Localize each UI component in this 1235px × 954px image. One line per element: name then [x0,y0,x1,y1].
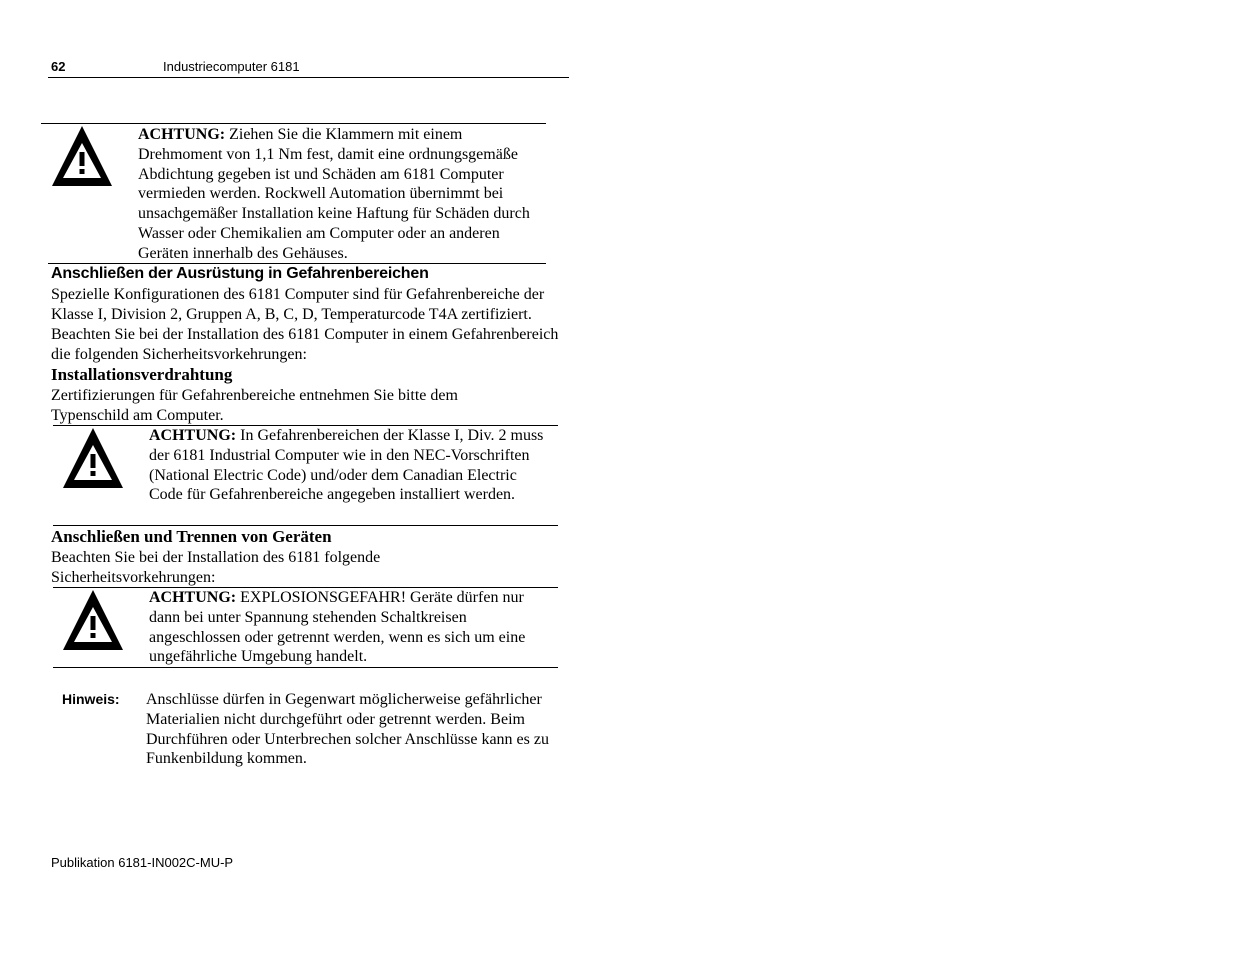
section-connect-heading: Anschließen und Trennen von Geräten [51,527,332,546]
running-title: Industriecomputer 6181 [163,59,300,74]
warning-2-text [149,426,554,505]
section-hazard-heading: Anschließen der Ausrüstung in Gefahrenbereichen [51,265,429,282]
note-text: Anschlüsse dürfen in Gegenwart möglicherweise gefährlicher Materialien nicht durchgeführt oder getrennt werden. Beim Durchführen oder Unterbrechen solcher Anschlüsse kann es zu Funkenbildung kommen. [146,691,549,768]
publication-footer: Publikation 6181-IN002C-MU-P [51,855,234,870]
note-label: Hinweis: [62,691,120,707]
warning-2-bottom-rule [53,525,558,526]
warning-3-body: EXPLOSIONSGEFAHR! Geräte dürfen nur dann bei unter Spannung stehenden Schaltkreisen angeschlossen oder getrennt werden, wenn es sich um eine ungefährliche Umgebung handelt. [149,589,526,666]
warning-3-bottom-rule [53,667,558,668]
warning-3-text [149,588,544,667]
warning-triangle-icon [60,425,126,491]
warning-1-top-rule [41,123,546,124]
warning-1-bottom-rule [48,263,546,264]
warning-3-label: ACHTUNG: [149,589,237,606]
warning-2-label: ACHTUNG: [149,427,237,444]
warning-1-text [138,125,543,264]
section-hazard-body: Spezielle Konfigurationen des 6181 Computer sind für Gefahrenbereiche der Klasse I, Division 2, Gruppen A, B, C, D, Temperaturcode T4A zertifiziert. Beachten Sie bei der Installation des 6181 Computer in einem Gefahrenbereich die folgenden Sicherheitsvorkehrungen: [51,286,559,363]
section-wiring-body: Zertifizierungen für Gefahrenbereiche entnehmen Sie bitte dem Typenschild am Computer. [51,387,458,424]
section-connect-body: Beachten Sie bei der Installation des 6181 folgende Sicherheitsvorkehrungen: [51,549,381,586]
section-wiring-heading: Installationsverdrahtung [51,365,233,384]
warning-triangle-icon [49,123,115,189]
warning-1-body: Ziehen Sie die Klammern mit einem Drehmoment von 1,1 Nm fest, damit eine ordnungsgemäße Abdichtung gegeben ist und Schäden am 6181 Computer vermieden werden. Rockwell Automation übernimmt bei unsachgemäßer Installation keine Haftung für Schäden durch Wasser oder Chemikalien am Computer oder an anderen Geräten innerhalb des Gehäuses. [138,126,530,262]
warning-2-body: In Gefahrenbereichen der Klasse I, Div. 2 muss der 6181 Industrial Computer wie in den NEC-Vorschriften (National Electric Code) und/oder dem Canadian Electric Code für Gefahrenbereiche angegeben installiert werden. [149,427,544,504]
header-rule [48,77,569,78]
warning-1-label: ACHTUNG: [138,126,226,143]
warning-triangle-icon [60,587,126,653]
page-number: 62 [51,59,66,74]
